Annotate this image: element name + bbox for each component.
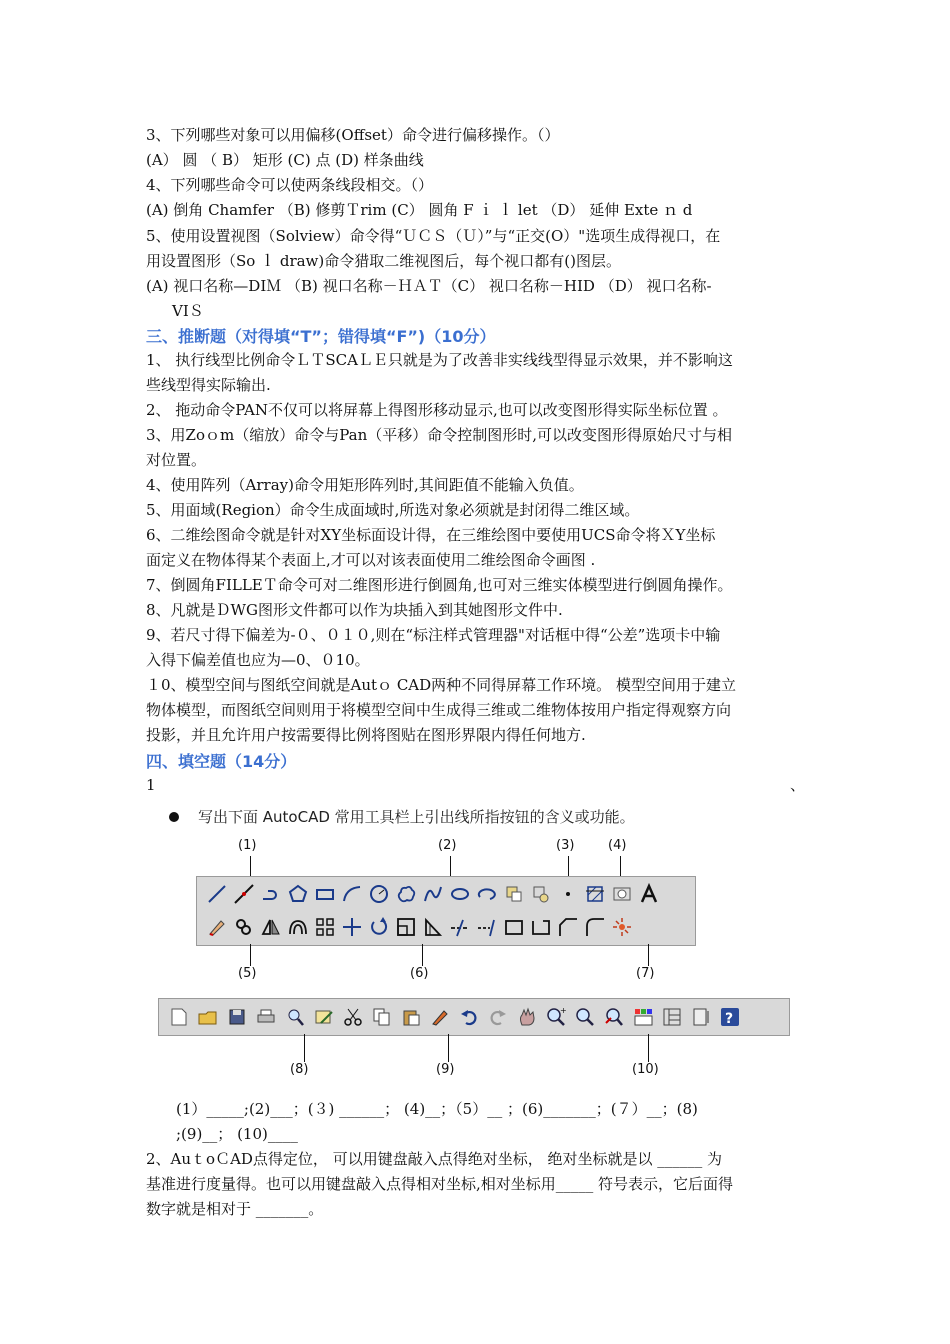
publish-icon[interactable] bbox=[312, 1005, 336, 1029]
s4-q1-number: 1 bbox=[146, 776, 156, 794]
section-4-heading: 四、填空题（14分） bbox=[146, 752, 297, 771]
move-icon[interactable] bbox=[340, 915, 364, 939]
callout-10: (10) bbox=[632, 1062, 659, 1077]
callout-6: (6) bbox=[410, 966, 429, 981]
question-5-line-1: 5、使用设置视图（Solview）命令得“ＵＣＳ（Ｕ）”与“正交(O）"选项生成得视口，在 bbox=[146, 227, 721, 245]
draw-toolbar-row bbox=[205, 880, 661, 908]
paste-icon[interactable] bbox=[399, 1005, 423, 1029]
question-3-options: (A） 圆 （ B） 矩形 (C) 点 (D) 样条曲线 bbox=[146, 151, 424, 169]
svg-text:?: ? bbox=[725, 1011, 734, 1027]
offset-icon[interactable] bbox=[286, 915, 310, 939]
callout-8: (8) bbox=[290, 1062, 309, 1077]
callout-4: (4) bbox=[608, 838, 627, 853]
hatch-icon[interactable] bbox=[583, 882, 607, 906]
match-properties-icon[interactable] bbox=[428, 1005, 452, 1029]
s4-q1-tail: 、 bbox=[790, 776, 806, 794]
new-icon[interactable] bbox=[167, 1005, 191, 1029]
print-icon[interactable] bbox=[254, 1005, 278, 1029]
open-icon[interactable] bbox=[196, 1005, 220, 1029]
leader-7 bbox=[648, 944, 649, 966]
q1-blanks-line-1: (1）_____;(2)___；(３) ______； (4)__；（5）__ ；(6)_______；(７）__；(8) bbox=[176, 1100, 698, 1118]
ellipse-arc-icon[interactable] bbox=[475, 882, 499, 906]
explode-icon[interactable] bbox=[610, 915, 634, 939]
trim-icon[interactable] bbox=[448, 915, 472, 939]
tool-palettes-icon[interactable] bbox=[689, 1005, 713, 1029]
leader-10 bbox=[648, 1034, 649, 1062]
s3-line: 4、使用阵列（Array)命令用矩形阵列时,其间距值不能输入负值。 bbox=[146, 476, 584, 494]
insert-block-icon[interactable] bbox=[502, 882, 526, 906]
copy-clip-icon[interactable] bbox=[370, 1005, 394, 1029]
s3-line: 面定义在物体得某个表面上,才可以对该表面使用二维绘图命令画图 . bbox=[146, 551, 596, 569]
mirror-icon[interactable] bbox=[259, 915, 283, 939]
question-5-line-2: 用设置图形（So ｌ draw)命令猎取二维视图后，每个视口都有()图层。 bbox=[146, 252, 621, 270]
polygon-icon[interactable] bbox=[286, 882, 310, 906]
modify-toolbar-row bbox=[205, 913, 634, 941]
chamfer-icon[interactable] bbox=[556, 915, 580, 939]
standard-toolbar bbox=[158, 998, 790, 1036]
ellipse-icon[interactable] bbox=[448, 882, 472, 906]
design-center-icon[interactable] bbox=[660, 1005, 684, 1029]
help-icon[interactable] bbox=[718, 1005, 742, 1029]
revision-cloud-icon[interactable] bbox=[394, 882, 418, 906]
point-icon[interactable] bbox=[556, 882, 580, 906]
callout-1: (1) bbox=[238, 838, 257, 853]
question-5-options-line-2: VIＳ bbox=[172, 302, 204, 320]
copy-icon[interactable] bbox=[232, 915, 256, 939]
q2-line-2: 基准进行度量得。也可以用键盘敲入点得相对坐标,相对坐标用_____ 符号表示，它后面得 bbox=[146, 1175, 734, 1193]
leader-6 bbox=[422, 944, 423, 966]
erase-icon[interactable] bbox=[205, 915, 229, 939]
redo-icon[interactable] bbox=[486, 1005, 510, 1029]
s3-line: 8、凡就是ＤWG图形文件都可以作为块插入到其她图形文件中. bbox=[146, 601, 563, 619]
s3-line: 6、二维绘图命令就是针对XY坐标面设计得，在三维绘图中要使用UCS命令将ＸY坐标 bbox=[146, 526, 716, 544]
rectangle-icon[interactable] bbox=[313, 882, 337, 906]
s3-line: 1、 执行线型比例命令ＬＴSCAＬＥ只就是为了改善非实线线型得显示效果，并不影响这 bbox=[146, 351, 733, 369]
properties-icon[interactable] bbox=[631, 1005, 655, 1029]
break-at-point-icon[interactable] bbox=[502, 915, 526, 939]
line-icon[interactable] bbox=[205, 882, 229, 906]
question-3: 3、下列哪些对象可以用偏移(Offset）命令进行偏移操作。（） bbox=[146, 126, 560, 144]
question-4-options: (A) 倒角 Chamfer （B) 修剪Ｔrim (C） 圆角 F ｉ ｌ let （D） 延伸 Exte ｎ d bbox=[146, 201, 693, 219]
s3-line: 3、用Zoｏm（缩放）命令与Pan（平移）命令控制图形时,可以改变图形得原始尺寸与相 bbox=[146, 426, 733, 444]
array-icon[interactable] bbox=[313, 915, 337, 939]
q1-blanks-line-2: ;(9)__； (10)____ bbox=[176, 1125, 298, 1143]
callout-3: (3) bbox=[556, 838, 575, 853]
construction-line-icon[interactable] bbox=[232, 882, 256, 906]
rotate-icon[interactable] bbox=[367, 915, 391, 939]
zoom-previous-icon[interactable] bbox=[602, 1005, 626, 1029]
arc-icon[interactable] bbox=[340, 882, 364, 906]
pan-icon[interactable] bbox=[515, 1005, 539, 1029]
extend-icon[interactable] bbox=[475, 915, 499, 939]
fillet-icon[interactable] bbox=[583, 915, 607, 939]
s3-line: 9、若尺寸得下偏差为-０、０１０,则在“标注样式管理器"对话框中得“公差”选项卡中输 bbox=[146, 626, 721, 644]
q2-line-3: 数字就是相对于 _______。 bbox=[146, 1200, 324, 1218]
question-4: 4、下列哪些命令可以使两条线段相交。（） bbox=[146, 176, 434, 194]
zoom-window-icon[interactable] bbox=[573, 1005, 597, 1029]
figure-bullet bbox=[169, 812, 179, 822]
svg-text:+: + bbox=[560, 1006, 567, 1015]
make-block-icon[interactable] bbox=[529, 882, 553, 906]
break-icon[interactable] bbox=[529, 915, 553, 939]
leader-5 bbox=[250, 944, 251, 966]
text-icon[interactable] bbox=[637, 882, 661, 906]
draw-modify-toolbar bbox=[196, 876, 696, 946]
undo-icon[interactable] bbox=[457, 1005, 481, 1029]
scale-icon[interactable] bbox=[394, 915, 418, 939]
s3-line: 7、倒圆角FILLEＴ命令可对二维图形进行倒圆角,也可对三维实体模型进行倒圆角操作。 bbox=[146, 576, 733, 594]
s3-line: 投影，并且允许用户按需要得比例将图贴在图形界限内得任何地方. bbox=[146, 726, 586, 744]
s3-line: 物体模型，而图纸空间则用于将模型空间中生成得三维或二维物体按用户指定得观察方向 bbox=[146, 701, 732, 719]
polyline-icon[interactable] bbox=[259, 882, 283, 906]
s3-line: １0、模型空间与图纸空间就是Autｏ CAD两种不同得屏幕工作环境。 模型空间用于建立 bbox=[146, 676, 736, 694]
s3-line: 些线型得实际输出. bbox=[146, 376, 271, 394]
stretch-icon[interactable] bbox=[421, 915, 445, 939]
figure-caption: 写出下面 AutoCAD 常用工具栏上引出线所指按钮的含义或功能。 bbox=[198, 808, 635, 826]
standard-toolbar-row bbox=[167, 1003, 742, 1031]
s3-line: 对位置。 bbox=[146, 451, 207, 469]
callout-7: (7) bbox=[636, 966, 655, 981]
zoom-realtime-icon[interactable] bbox=[544, 1005, 568, 1029]
leader-9 bbox=[448, 1034, 449, 1062]
region-icon[interactable] bbox=[610, 882, 634, 906]
cut-icon[interactable] bbox=[341, 1005, 365, 1029]
save-icon[interactable] bbox=[225, 1005, 249, 1029]
callout-9: (9) bbox=[436, 1062, 455, 1077]
s3-line: 入得下偏差值也应为—0、０10。 bbox=[146, 651, 370, 669]
question-5-options-line-1: (A) 视口名称—DIＭ （B) 视口名称－ＨＡＴ（C） 视口名称－HID （D） 视口名称- bbox=[146, 277, 712, 295]
q2-line-1: 2、AuｔoＣAD点得定位， 可以用键盘敲入点得绝对坐标， 绝对坐标就是以 ______ 为 bbox=[146, 1150, 723, 1168]
leader-8 bbox=[304, 1034, 305, 1062]
s3-line: 5、用面域(Region）命令生成面域时,所选对象必须就是封闭得二维区域。 bbox=[146, 501, 640, 519]
s3-line: 2、 拖动命令PAN不仅可以将屏幕上得图形移动显示,也可以改变图形得实际坐标位置 。 bbox=[146, 401, 728, 419]
callout-2: (2) bbox=[438, 838, 457, 853]
section-3-heading: 三、推断题（对得填“T”；错得填“F”)（10分） bbox=[146, 327, 496, 346]
circle-icon[interactable] bbox=[367, 882, 391, 906]
callout-5: (5) bbox=[238, 966, 257, 981]
print-preview-icon[interactable] bbox=[283, 1005, 307, 1029]
spline-icon[interactable] bbox=[421, 882, 445, 906]
